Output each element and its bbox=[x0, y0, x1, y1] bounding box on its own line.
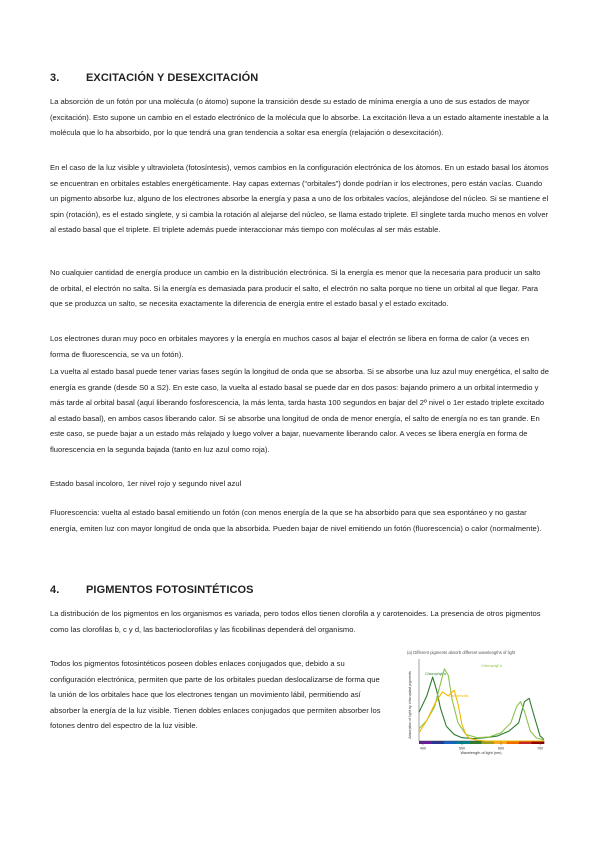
paragraph: Fluorescencia: vuelta al estado basal emitiendo un fotón (con menos energía de la que se ha absorbido para que sea espontáneo y no gastar energía, emiten luz con mayor longitud de onda que la absorbida. Pueden bajar de nivel emitiendo un fotón (fluorescencia) o calor (normalmente). bbox=[50, 508, 542, 533]
paragraph: La distribución de los pigmentos en los organismos es variada, pero todos ellos tienen clorofila a y carotenoides. La presencia de otros pigmentos como las clorofilas b, c y d, las bacterioclorofilas y las ficobilinas dependerá del organismo. bbox=[50, 609, 541, 634]
chart-y-axis-label: Absorption of light by chloroplast pigments bbox=[408, 671, 412, 739]
section-3-heading bbox=[50, 72, 258, 84]
section-3-title: EXCITACIÓN Y DESEXCITACIÓN bbox=[86, 72, 259, 84]
chart-annotation: Chlorophyll b bbox=[481, 664, 502, 668]
chart-annotation: Chlorophyll a bbox=[425, 672, 446, 676]
paragraph: Todos los pigmentos fotosintéticos poseen dobles enlaces conjugados que, debido a su configuración electrónica, permiten que parte de los orbitales puedan deslocalizarse de forma que la unión de los orbitales hace que los electrones tengan un movimiento lábil, permitiendo así absorber la energía de la luz visible. Tienen dobles enlaces conjugados que permiten absorber los fotones dentro del espectro de la luz visible. bbox=[50, 659, 381, 731]
section-4-number: 4. bbox=[50, 584, 60, 596]
chart-annotation: Carotenoids bbox=[449, 694, 469, 698]
paragraph: No cualquier cantidad de energía produce un cambio en la distribución electrónica. Si la energía es menor que la necesaria para producir un salto de orbital, el electrón no salta. Si la energía es demasiada para producir el salto, el electrón no salta porque no tiene un orbital al que llegar. Para que se produzca un salto, se necesita exactamente la diferencia de energía entre el estado basal y el estado excitado. bbox=[50, 268, 541, 309]
chart-x-tick-label: 400 bbox=[419, 746, 426, 751]
paragraph: Estado basal incoloro, 1er nivel rojo y segundo nivel azul bbox=[50, 479, 242, 488]
section-3-number: 3. bbox=[50, 72, 60, 84]
chart-x-axis-label: Wavelength of light (nm) bbox=[460, 751, 502, 755]
paragraph: La vuelta al estado basal puede tener varias fases según la longitud de onda que se absorba. Si se absorbe una luz azul muy energética, el salto de energía es grande (desde S0 a S2). En este caso, la vuelta al estado basal se puede dar en dos pasos: bajando primero a un orbital intermedio y más tarde al orbital basal (aquí liberando fosforescencia, la más lenta, tarda hasta 100 segundos en bajar del 2º nivel o 1er estado triplete excitado al estado basal), en ambos casos liberando calor. Si se absorbe una longitud de onda de menor energía, el salto de energía no es tan grande. En este caso, se puede bajar a un estado más relajado y luego volver a bajar, nuevamente liberando calor. A veces se libera energía en forma de fluorescencia en la segunda bajada (tanto en luz azul como roja). bbox=[50, 367, 549, 454]
section-4-heading bbox=[50, 584, 254, 596]
spectrum-band-segment bbox=[432, 741, 445, 744]
chart-series-line bbox=[419, 677, 544, 739]
spectrum-band-segment bbox=[469, 741, 482, 744]
spectrum-band-segment bbox=[457, 741, 470, 744]
absorption-spectrum-chart bbox=[405, 645, 550, 757]
paragraph: Los electrones duran muy poco en orbitales mayores y la energía en muchos casos al bajar el electrón se libera en forma de calor (a veces en forma de fluorescencia, se va un fotón). bbox=[50, 334, 530, 359]
spectrum-band-segment bbox=[444, 741, 457, 744]
paragraph: La absorción de un fotón por una molécula (o átomo) supone la transición desde su estado de mínima energía a uno de sus estados de mayor (excitación). Esto supone un cambio en el estado electrónico de la molécula que lo absorbe. La excitación lleva a un estado altamente inestable a la molécula que lo ha absorbido, por lo que tendrá una gran tendencia a soltar esa energía (relajación o desexcitación). bbox=[50, 97, 549, 138]
chart-series-line bbox=[419, 669, 544, 740]
chart-title: (a) Different pigments absorb different wavelengths of light bbox=[407, 650, 516, 655]
chart-svg bbox=[405, 645, 550, 757]
section-4-title: PIGMENTOS FOTOSINTÉTICOS bbox=[86, 584, 254, 596]
chart-x-tick-label: 600 bbox=[498, 746, 505, 751]
paragraph: En el caso de la luz visible y ultravioleta (fotosíntesis), vemos cambios en la configuración electrónica de los átomos. En un estado basal los átomos se encuentran en orbitales estables energéticamente. Hay capas externas (“orbitales”) donde podrían ir los electrones, pero están vacías. Cuando un pigmento absorbe luz, alguno de los electrones absorbe la energía y pasa a uno de los orbitales vacíos, alejándose del núcleo. Si se mantiene el spin (rotación), es el estado singlete, y si cambia la rotación al alejarse del núcleo, se llama estado triplete. El singlete tarda mucho menos en volver al estado basal que el triplete. El triplete además puede interaccionar más tiempo con moléculas al ser más estable. bbox=[50, 163, 549, 235]
chart-x-tick-label: 500 bbox=[458, 746, 465, 751]
spectrum-band-segment bbox=[419, 741, 432, 744]
chart-x-tick-label: 700 bbox=[537, 746, 544, 751]
